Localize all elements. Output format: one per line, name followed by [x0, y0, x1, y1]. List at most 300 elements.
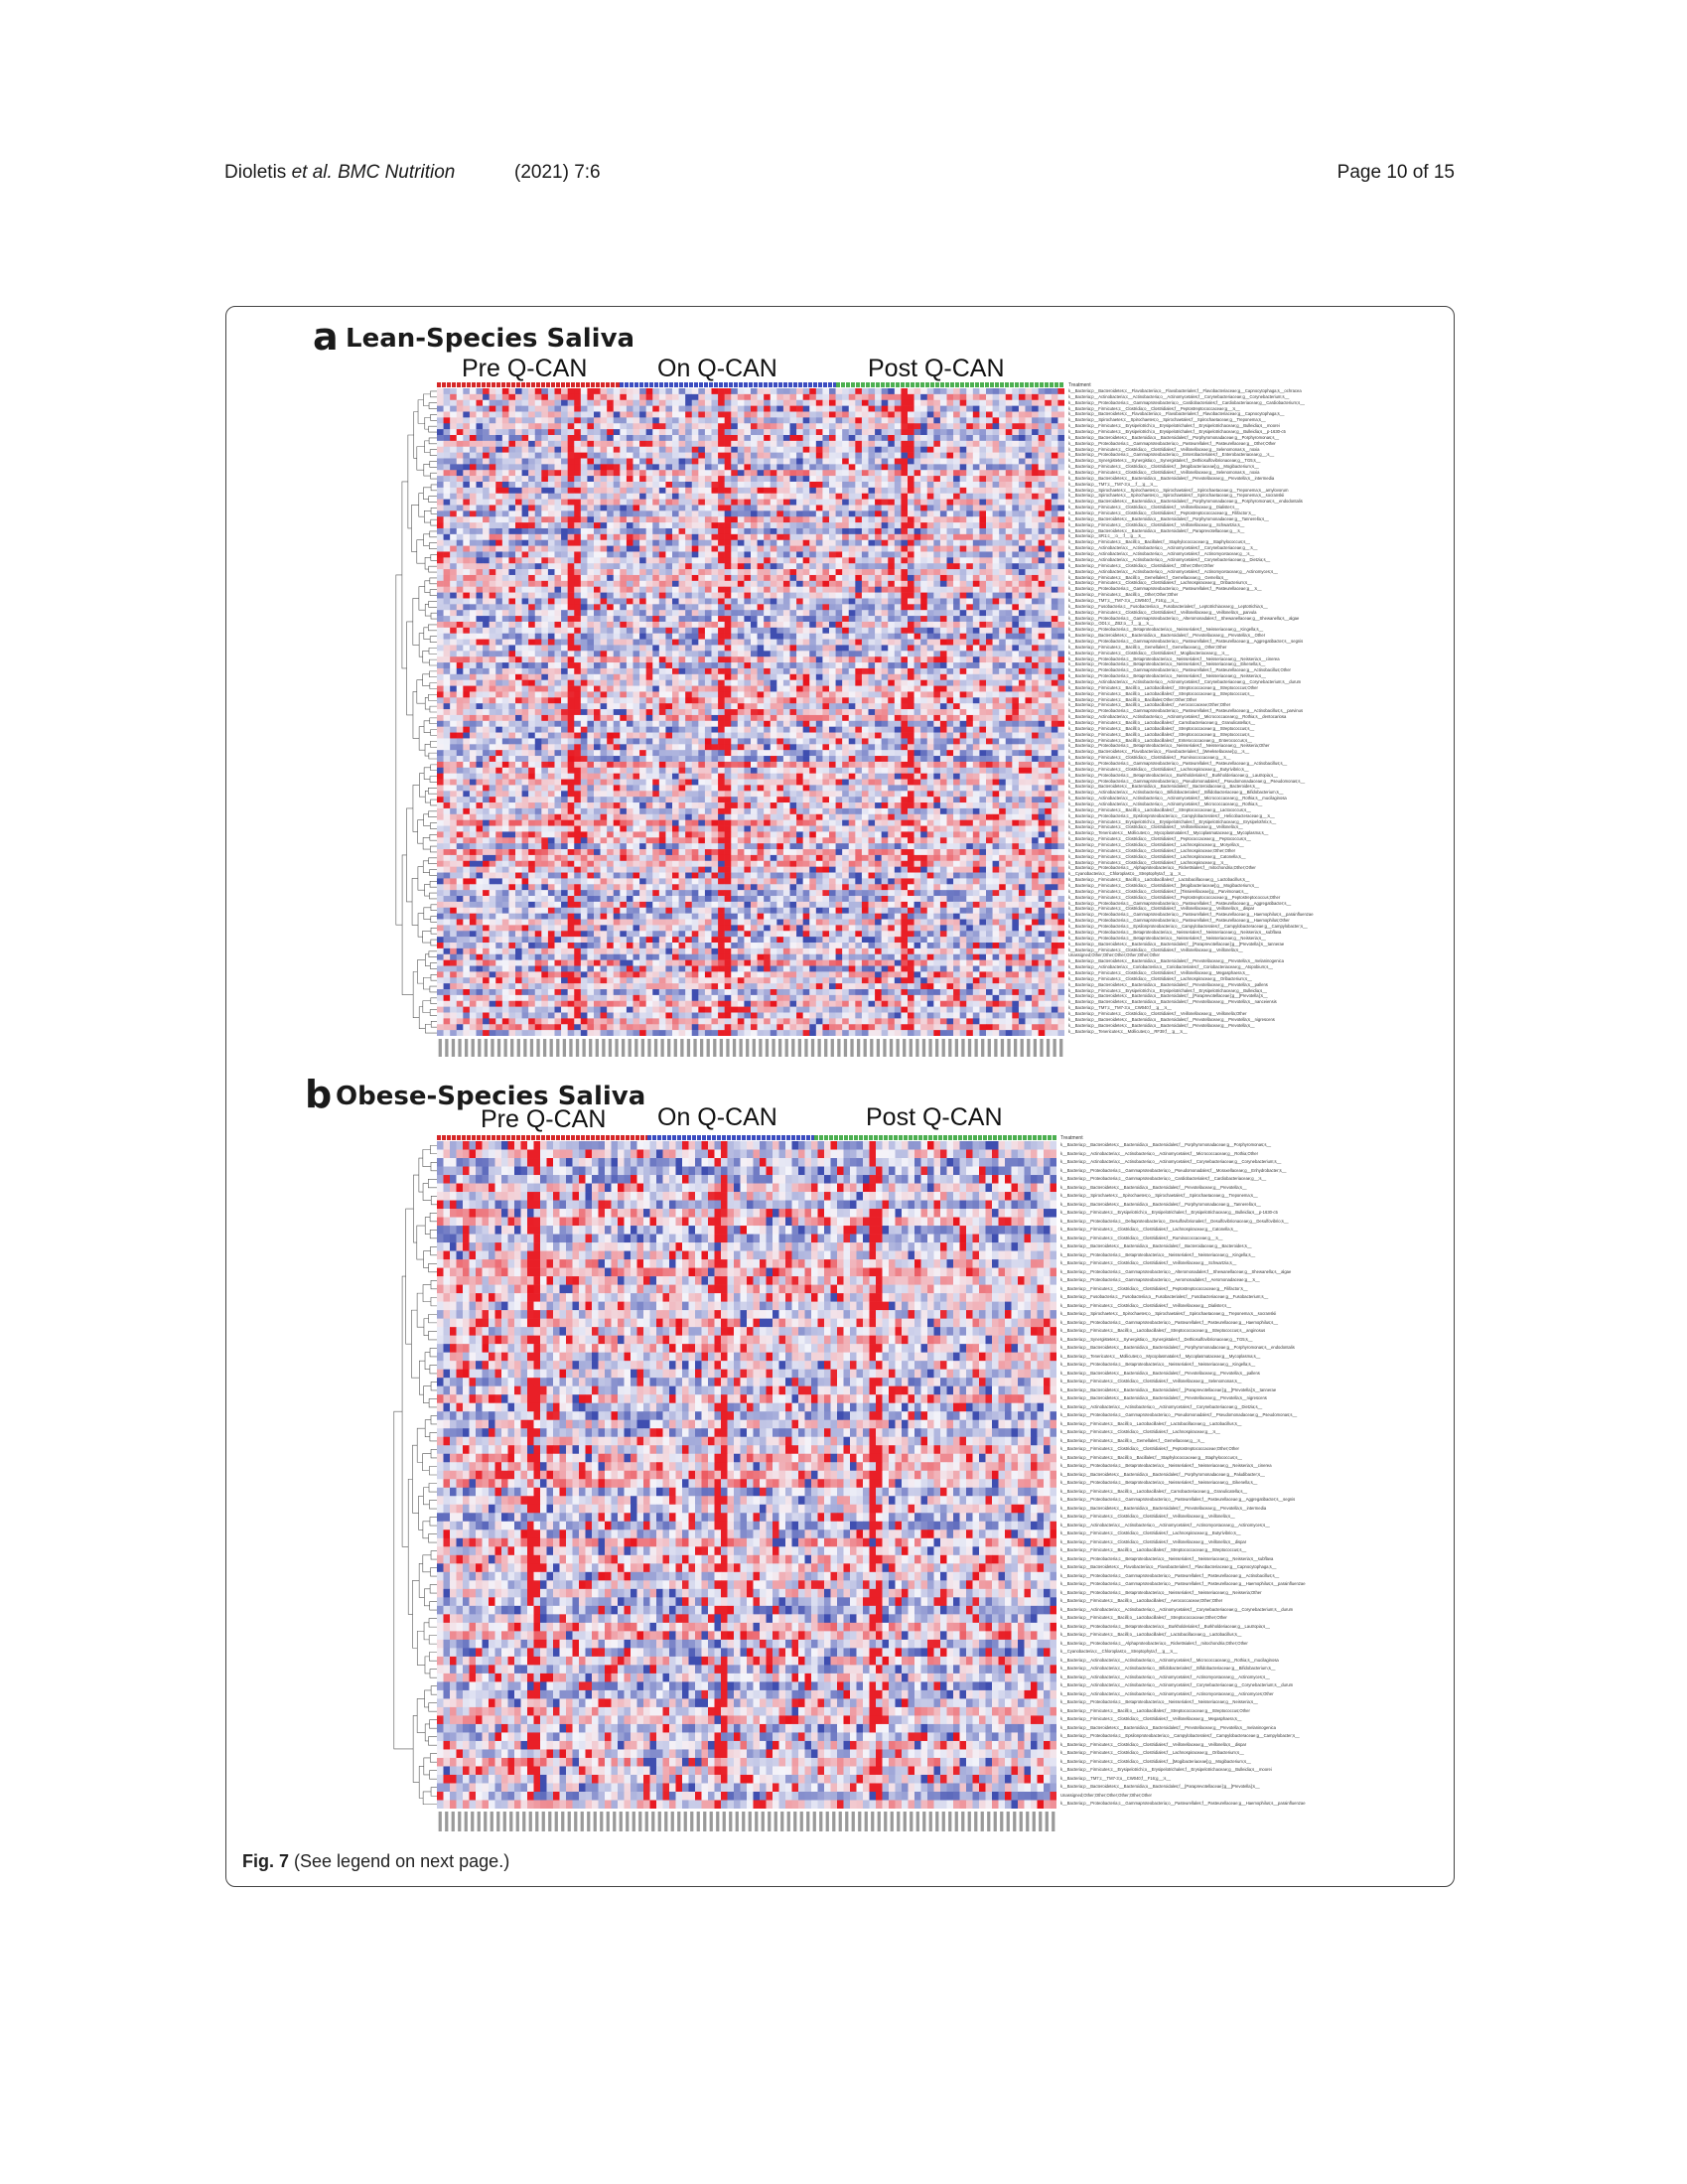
heatmap-cell — [614, 540, 621, 546]
heatmap-cell — [718, 581, 725, 587]
heatmap-cell — [581, 429, 588, 435]
heatmap-cell — [698, 394, 705, 400]
heatmap-cell — [601, 500, 608, 506]
heatmap-cell — [869, 534, 876, 540]
heatmap-cell — [1045, 510, 1052, 516]
heatmap-cell — [979, 634, 986, 640]
heatmap-cell — [685, 441, 692, 447]
heatmap-row — [437, 662, 1064, 668]
heatmap-cell — [764, 441, 771, 447]
heatmap-cell — [639, 598, 646, 604]
heatmap-cell — [855, 412, 862, 418]
heatmap-cell — [790, 388, 797, 394]
heatmap-cell — [581, 394, 588, 400]
heatmap-cell — [947, 441, 954, 447]
heatmap-cell — [796, 616, 803, 622]
heatmap-cell — [914, 581, 921, 587]
heatmap-cell — [555, 563, 562, 569]
heatmap-cell — [836, 388, 843, 394]
heatmap-cell — [561, 651, 568, 656]
heatmap-row — [437, 510, 1064, 516]
heatmap-cell — [882, 435, 889, 441]
heatmap-cell — [528, 476, 535, 482]
heatmap-cell — [966, 417, 973, 423]
heatmap-cell — [888, 429, 895, 435]
heatmap-cell — [541, 569, 548, 575]
heatmap-cell — [966, 470, 973, 476]
heatmap-cell — [515, 435, 522, 441]
heatmap-cell — [920, 388, 927, 394]
heatmap-cell — [999, 622, 1006, 628]
heatmap-cell — [790, 516, 797, 522]
heatmap-cell — [646, 569, 653, 575]
heatmap-cell — [561, 482, 568, 488]
heatmap-cell — [587, 482, 594, 488]
heatmap-cell — [738, 435, 745, 441]
heatmap-cell — [888, 662, 895, 668]
heatmap-cell — [646, 435, 653, 441]
heatmap-cell — [450, 622, 457, 628]
heatmap-cell — [979, 640, 986, 646]
heatmap-cell — [444, 464, 451, 470]
heatmap-cell — [829, 622, 836, 628]
heatmap-cell — [692, 651, 699, 656]
heatmap-cell — [627, 604, 633, 610]
heatmap-cell — [718, 674, 725, 680]
heatmap-cell — [587, 598, 594, 604]
heatmap-cell — [718, 447, 725, 453]
heatmap-cell — [973, 500, 980, 506]
heatmap-cell — [490, 651, 496, 656]
heatmap-cell — [528, 522, 535, 528]
heatmap-cell — [947, 662, 954, 668]
heatmap-cell — [901, 581, 908, 587]
heatmap-cell — [535, 662, 542, 668]
heatmap-cell — [966, 604, 973, 610]
heatmap-cell — [776, 634, 783, 640]
heatmap-cell — [535, 604, 542, 610]
heatmap-cell — [672, 634, 679, 640]
heatmap-cell — [888, 581, 895, 587]
heatmap-cell — [1032, 593, 1039, 599]
heatmap-cell — [758, 441, 765, 447]
heatmap-cell — [901, 575, 908, 581]
heatmap-cell — [862, 587, 869, 593]
heatmap-cell — [986, 500, 993, 506]
heatmap-cell — [758, 628, 765, 634]
heatmap-cell — [914, 575, 921, 581]
heatmap-cell — [933, 645, 940, 651]
heatmap-cell — [822, 388, 829, 394]
heatmap-cell — [508, 470, 515, 476]
heatmap-cell — [973, 417, 980, 423]
heatmap-cell — [568, 634, 575, 640]
heatmap-cell — [1026, 674, 1033, 680]
heatmap-cell — [776, 593, 783, 599]
heatmap-cell — [920, 435, 927, 441]
heatmap-cell — [731, 500, 738, 506]
heatmap-cell — [639, 417, 646, 423]
heatmap-row — [437, 587, 1064, 593]
heatmap-cell — [738, 622, 745, 628]
heatmap-cell — [665, 494, 672, 500]
heatmap-cell — [483, 464, 490, 470]
heatmap-cell — [502, 628, 509, 634]
heatmap-cell — [672, 429, 679, 435]
heatmap-cell — [809, 417, 816, 423]
dendrogram-link — [418, 820, 424, 843]
heatmap-cell — [528, 645, 535, 651]
heatmap-cell — [822, 640, 829, 646]
heatmap-row — [437, 447, 1064, 453]
heatmap-cell — [803, 598, 810, 604]
heatmap-cell — [973, 476, 980, 482]
heatmap-cell — [555, 610, 562, 616]
heatmap-cell — [470, 522, 477, 528]
heatmap-cell — [490, 674, 496, 680]
heatmap-cell — [568, 668, 575, 674]
heatmap-cell — [920, 417, 927, 423]
heatmap-cell — [483, 429, 490, 435]
heatmap-cell — [614, 622, 621, 628]
heatmap-cell — [639, 482, 646, 488]
heatmap-cell — [986, 640, 993, 646]
heatmap-cell — [1019, 622, 1026, 628]
heatmap-cell — [862, 557, 869, 563]
heatmap-cell — [875, 441, 882, 447]
heatmap-cell — [457, 464, 464, 470]
heatmap-cell — [574, 488, 581, 494]
heatmap-cell — [731, 534, 738, 540]
heatmap-cell — [920, 668, 927, 674]
heatmap-cell — [490, 458, 496, 464]
heatmap-cell — [908, 423, 914, 429]
heatmap-row — [437, 505, 1064, 510]
heatmap-cell — [463, 616, 470, 622]
heatmap-cell — [960, 482, 967, 488]
heatmap-cell — [908, 551, 914, 557]
heatmap-cell — [692, 546, 699, 552]
heatmap-cell — [672, 616, 679, 622]
heatmap-cell — [1006, 482, 1013, 488]
heatmap-cell — [679, 516, 686, 522]
heatmap-cell — [594, 510, 601, 516]
heatmap-cell — [581, 534, 588, 540]
heatmap-cell — [947, 488, 954, 494]
heatmap-cell — [953, 394, 960, 400]
heatmap-cell — [1045, 674, 1052, 680]
heatmap-cell — [862, 651, 869, 656]
heatmap-cell — [731, 429, 738, 435]
heatmap-cell — [1012, 476, 1019, 482]
heatmap-cell — [927, 464, 934, 470]
heatmap-cell — [672, 662, 679, 668]
heatmap-cell — [895, 628, 902, 634]
heatmap-cell — [960, 453, 967, 459]
heatmap-cell — [646, 668, 653, 674]
heatmap-cell — [973, 534, 980, 540]
heatmap-cell — [1032, 476, 1039, 482]
heatmap-cell — [901, 488, 908, 494]
heatmap-cell — [809, 400, 816, 406]
heatmap-cell — [490, 616, 496, 622]
heatmap-cell — [508, 417, 515, 423]
heatmap-cell — [1045, 516, 1052, 522]
heatmap-cell — [652, 656, 659, 662]
heatmap-cell — [966, 441, 973, 447]
heatmap-cell — [601, 406, 608, 412]
heatmap-cell — [581, 441, 588, 447]
heatmap-cell — [758, 453, 765, 459]
heatmap-cell — [895, 534, 902, 540]
heatmap-cell — [973, 640, 980, 646]
heatmap-cell — [672, 604, 679, 610]
heatmap-cell — [587, 540, 594, 546]
heatmap-cell — [1026, 656, 1033, 662]
heatmap-cell — [607, 400, 614, 406]
heatmap-cell — [993, 488, 1000, 494]
heatmap-cell — [712, 510, 719, 516]
heatmap-cell — [842, 500, 849, 506]
heatmap-cell — [829, 435, 836, 441]
heatmap-cell — [490, 453, 496, 459]
heatmap-cell — [483, 458, 490, 464]
heatmap-cell — [940, 406, 947, 412]
heatmap-cell — [790, 668, 797, 674]
heatmap-cell — [829, 470, 836, 476]
heatmap-cell — [927, 470, 934, 476]
heatmap-cell — [620, 668, 627, 674]
heatmap-cell — [836, 634, 843, 640]
heatmap-cell — [1039, 622, 1046, 628]
heatmap-cell — [633, 400, 640, 406]
heatmap-cell — [816, 488, 823, 494]
heatmap-cell — [437, 476, 444, 482]
heatmap-cell — [822, 423, 829, 429]
heatmap-cell — [738, 575, 745, 581]
heatmap-cell — [1012, 674, 1019, 680]
heatmap-cell — [470, 494, 477, 500]
heatmap-cell — [855, 429, 862, 435]
heatmap-cell — [620, 394, 627, 400]
heatmap-cell — [444, 634, 451, 640]
heatmap-cell — [869, 593, 876, 599]
heatmap-cell — [1057, 453, 1064, 459]
heatmap-cell — [993, 587, 1000, 593]
heatmap-cell — [548, 563, 555, 569]
heatmap-cell — [927, 581, 934, 587]
heatmap-cell — [882, 412, 889, 418]
heatmap-cell — [698, 464, 705, 470]
heatmap-cell — [614, 656, 621, 662]
heatmap-cell — [986, 505, 993, 510]
heatmap-cell — [685, 569, 692, 575]
heatmap-cell — [1032, 581, 1039, 587]
heatmap-cell — [973, 616, 980, 622]
heatmap-cell — [508, 610, 515, 616]
heatmap-cell — [771, 604, 777, 610]
heatmap-cell — [457, 598, 464, 604]
heatmap-cell — [796, 598, 803, 604]
heatmap-cell — [947, 581, 954, 587]
heatmap-cell — [665, 563, 672, 569]
heatmap-cell — [541, 505, 548, 510]
heatmap-cell — [888, 494, 895, 500]
heatmap-cell — [882, 476, 889, 482]
heatmap-cell — [477, 598, 484, 604]
heatmap-cell — [855, 417, 862, 423]
heatmap-cell — [1045, 640, 1052, 646]
heatmap-cell — [783, 447, 790, 453]
heatmap-cell — [470, 616, 477, 622]
heatmap-cell — [790, 494, 797, 500]
heatmap-cell — [1039, 604, 1046, 610]
heatmap-cell — [581, 482, 588, 488]
heatmap-cell — [692, 406, 699, 412]
heatmap-cell — [875, 482, 882, 488]
heatmap-cell — [652, 429, 659, 435]
heatmap-cell — [639, 400, 646, 406]
heatmap-cell — [594, 593, 601, 599]
heatmap-cell — [698, 482, 705, 488]
heatmap-cell — [607, 441, 614, 447]
heatmap-cell — [927, 593, 934, 599]
heatmap-cell — [764, 640, 771, 646]
dendrogram-link — [430, 986, 437, 992]
heatmap-cell — [574, 394, 581, 400]
heatmap-cell — [979, 494, 986, 500]
heatmap-cell — [522, 488, 529, 494]
heatmap-cell — [679, 447, 686, 453]
heatmap-cell — [463, 406, 470, 412]
heatmap-cell — [502, 412, 509, 418]
heatmap-cell — [601, 634, 608, 640]
heatmap-cell — [594, 674, 601, 680]
heatmap-cell — [541, 464, 548, 470]
heatmap-cell — [888, 610, 895, 616]
heatmap-cell — [450, 563, 457, 569]
heatmap-cell — [620, 412, 627, 418]
heatmap-cell — [862, 429, 869, 435]
heatmap-cell — [712, 674, 719, 680]
heatmap-cell — [803, 640, 810, 646]
heatmap-cell — [809, 598, 816, 604]
heatmap-cell — [816, 470, 823, 476]
heatmap-cell — [483, 634, 490, 640]
heatmap-cell — [836, 651, 843, 656]
heatmap-cell — [751, 610, 758, 616]
heatmap-cell — [712, 628, 719, 634]
heatmap-cell — [437, 470, 444, 476]
heatmap-cell — [862, 394, 869, 400]
heatmap-cell — [966, 581, 973, 587]
heatmap-cell — [444, 482, 451, 488]
heatmap-cell — [1026, 622, 1033, 628]
heatmap-cell — [574, 435, 581, 441]
heatmap-cell — [614, 458, 621, 464]
heatmap-cell — [875, 516, 882, 522]
heatmap-cell — [705, 534, 712, 540]
heatmap-cell — [705, 575, 712, 581]
heatmap-cell — [790, 656, 797, 662]
heatmap-cell — [705, 406, 712, 412]
heatmap-cell — [463, 674, 470, 680]
heatmap-cell — [477, 651, 484, 656]
heatmap-cell — [607, 447, 614, 453]
heatmap-cell — [855, 476, 862, 482]
heatmap-cell — [776, 575, 783, 581]
heatmap-cell — [639, 500, 646, 506]
heatmap-cell — [515, 429, 522, 435]
heatmap-cell — [1052, 569, 1058, 575]
heatmap-cell — [535, 640, 542, 646]
heatmap-cell — [555, 464, 562, 470]
heatmap-cell — [901, 458, 908, 464]
heatmap-cell — [685, 482, 692, 488]
heatmap-cell — [718, 640, 725, 646]
heatmap-cell — [555, 622, 562, 628]
heatmap-cell — [993, 400, 1000, 406]
heatmap-cell — [862, 616, 869, 622]
heatmap-cell — [541, 470, 548, 476]
dendrogram-link — [413, 971, 419, 1017]
heatmap-cell — [483, 441, 490, 447]
heatmap-cell — [771, 429, 777, 435]
heatmap-cell — [463, 470, 470, 476]
heatmap-cell — [993, 394, 1000, 400]
heatmap-cell — [522, 500, 529, 506]
heatmap-cell — [895, 563, 902, 569]
heatmap-cell — [685, 656, 692, 662]
heatmap-cell — [855, 575, 862, 581]
heatmap-cell — [776, 581, 783, 587]
heatmap-cell — [457, 557, 464, 563]
heatmap-cell — [712, 640, 719, 646]
heatmap-cell — [1052, 534, 1058, 540]
heatmap-cell — [796, 458, 803, 464]
heatmap-cell — [1026, 651, 1033, 656]
heatmap-cell — [1057, 423, 1064, 429]
heatmap-cell — [901, 616, 908, 622]
heatmap-cell — [809, 651, 816, 656]
heatmap-cell — [437, 616, 444, 622]
heatmap-cell — [933, 400, 940, 406]
heatmap-cell — [1052, 528, 1058, 534]
heatmap-cell — [953, 546, 960, 552]
heatmap-cell — [528, 674, 535, 680]
heatmap-cell — [822, 551, 829, 557]
heatmap-cell — [803, 412, 810, 418]
heatmap-cell — [659, 674, 666, 680]
heatmap-cell — [758, 557, 765, 563]
heatmap-cell — [692, 488, 699, 494]
heatmap-cell — [842, 400, 849, 406]
heatmap-cell — [581, 406, 588, 412]
heatmap-cell — [1012, 575, 1019, 581]
heatmap-cell — [568, 563, 575, 569]
heatmap-cell — [712, 610, 719, 616]
heatmap-cell — [803, 528, 810, 534]
heatmap-cell — [620, 406, 627, 412]
heatmap-cell — [960, 575, 967, 581]
heatmap-cell — [979, 551, 986, 557]
heatmap-cell — [587, 429, 594, 435]
heatmap-cell — [875, 634, 882, 640]
heatmap-cell — [502, 593, 509, 599]
heatmap-cell — [725, 510, 732, 516]
heatmap-cell — [953, 400, 960, 406]
heatmap-cell — [986, 546, 993, 552]
